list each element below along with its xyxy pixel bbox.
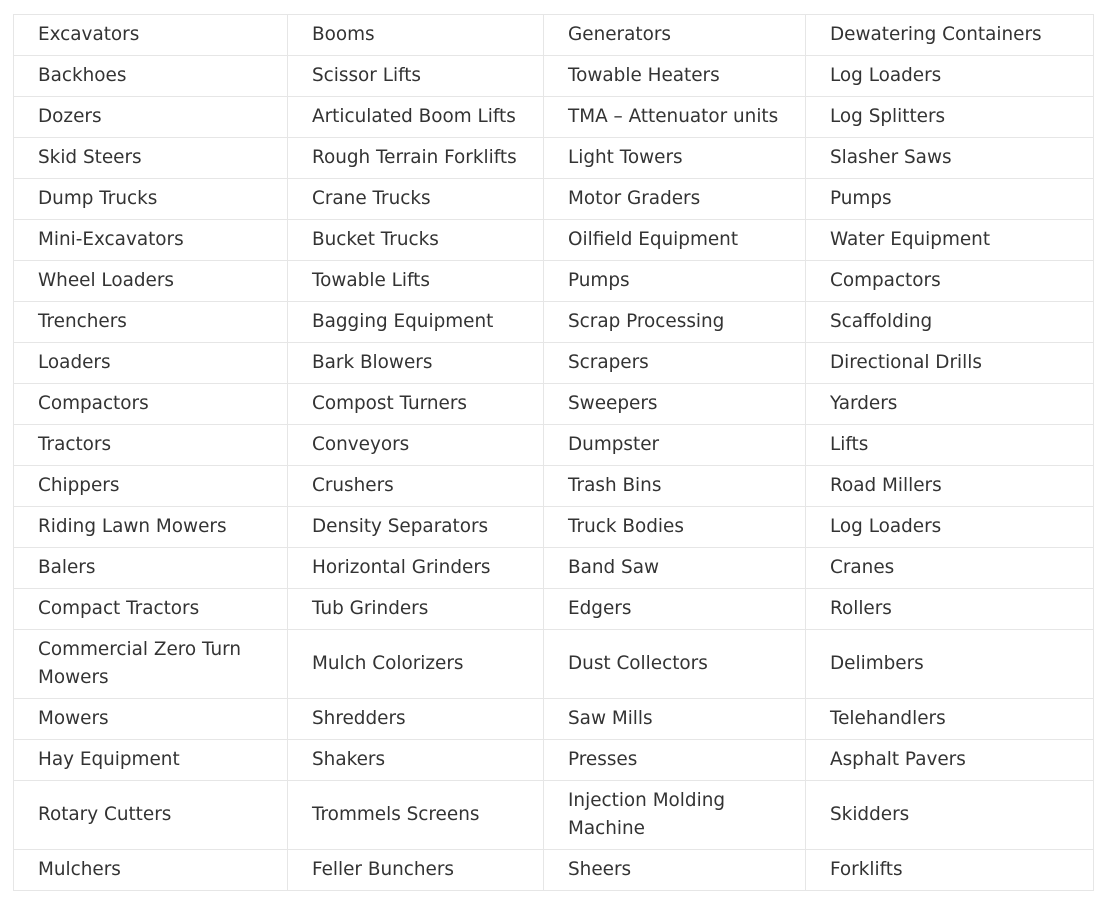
table-cell: Generators	[544, 15, 806, 56]
equipment-table-container	[13, 14, 1093, 891]
table-row	[14, 425, 1094, 466]
table-cell: Scissor Lifts	[288, 56, 544, 97]
table-cell: Pumps	[806, 179, 1094, 220]
table-row	[14, 220, 1094, 261]
table-row	[14, 97, 1094, 138]
table-cell: Pumps	[544, 261, 806, 302]
table-cell: Log Splitters	[806, 97, 1094, 138]
table-cell: Tub Grinders	[288, 589, 544, 630]
table-cell: Scaffolding	[806, 302, 1094, 343]
table-cell: Forklifts	[806, 850, 1094, 891]
table-cell: Lifts	[806, 425, 1094, 466]
table-cell: Truck Bodies	[544, 507, 806, 548]
table-row	[14, 56, 1094, 97]
table-row	[14, 589, 1094, 630]
table-row	[14, 15, 1094, 56]
table-cell: Motor Graders	[544, 179, 806, 220]
table-cell: Crane Trucks	[288, 179, 544, 220]
table-cell: Slasher Saws	[806, 138, 1094, 179]
table-cell: Dust Collectors	[544, 630, 806, 699]
table-cell: Crushers	[288, 466, 544, 507]
table-cell: Telehandlers	[806, 699, 1094, 740]
table-row	[14, 261, 1094, 302]
table-cell: Towable Lifts	[288, 261, 544, 302]
table-cell: Density Separators	[288, 507, 544, 548]
table-cell: Trommels Screens	[288, 781, 544, 850]
table-cell: Log Loaders	[806, 56, 1094, 97]
table-cell: Dewatering Containers	[806, 15, 1094, 56]
table-row	[14, 507, 1094, 548]
table-cell: Horizontal Grinders	[288, 548, 544, 589]
table-cell: Yarders	[806, 384, 1094, 425]
table-cell: Light Towers	[544, 138, 806, 179]
table-cell: Compactors	[14, 384, 288, 425]
table-cell: Scrap Processing	[544, 302, 806, 343]
table-row	[14, 138, 1094, 179]
table-cell: Bagging Equipment	[288, 302, 544, 343]
table-cell: Tractors	[14, 425, 288, 466]
table-cell: Chippers	[14, 466, 288, 507]
table-row	[14, 850, 1094, 891]
table-cell: Shakers	[288, 740, 544, 781]
table-cell: Mowers	[14, 699, 288, 740]
table-cell: Backhoes	[14, 56, 288, 97]
table-cell: Commercial Zero Turn Mowers	[14, 630, 288, 699]
table-cell: Water Equipment	[806, 220, 1094, 261]
table-cell: Booms	[288, 15, 544, 56]
table-cell: Riding Lawn Mowers	[14, 507, 288, 548]
table-row	[14, 179, 1094, 220]
table-cell: Conveyors	[288, 425, 544, 466]
table-row	[14, 384, 1094, 425]
table-cell: Trash Bins	[544, 466, 806, 507]
table-cell: Presses	[544, 740, 806, 781]
table-row	[14, 466, 1094, 507]
table-cell: Skidders	[806, 781, 1094, 850]
table-cell: Articulated Boom Lifts	[288, 97, 544, 138]
table-cell: Dump Trucks	[14, 179, 288, 220]
table-cell: Rotary Cutters	[14, 781, 288, 850]
table-cell: Delimbers	[806, 630, 1094, 699]
table-cell: Shredders	[288, 699, 544, 740]
table-cell: Directional Drills	[806, 343, 1094, 384]
table-cell: Injection Molding Machine	[544, 781, 806, 850]
table-cell: Compost Turners	[288, 384, 544, 425]
table-cell: Log Loaders	[806, 507, 1094, 548]
table-row	[14, 699, 1094, 740]
table-row	[14, 343, 1094, 384]
table-row	[14, 781, 1094, 850]
table-cell: Scrapers	[544, 343, 806, 384]
table-cell: Road Millers	[806, 466, 1094, 507]
table-cell: TMA – Attenuator units	[544, 97, 806, 138]
table-cell: Loaders	[14, 343, 288, 384]
table-cell: Sheers	[544, 850, 806, 891]
table-cell: Rough Terrain Forklifts	[288, 138, 544, 179]
table-cell: Bark Blowers	[288, 343, 544, 384]
table-cell: Band Saw	[544, 548, 806, 589]
equipment-table	[13, 14, 1094, 891]
table-cell: Rollers	[806, 589, 1094, 630]
table-row	[14, 302, 1094, 343]
table-cell: Mulchers	[14, 850, 288, 891]
table-cell: Saw Mills	[544, 699, 806, 740]
table-row	[14, 740, 1094, 781]
table-row	[14, 630, 1094, 699]
table-cell: Asphalt Pavers	[806, 740, 1094, 781]
table-cell: Trenchers	[14, 302, 288, 343]
table-cell: Excavators	[14, 15, 288, 56]
table-cell: Feller Bunchers	[288, 850, 544, 891]
table-cell: Dumpster	[544, 425, 806, 466]
equipment-table-body	[14, 15, 1094, 891]
table-cell: Cranes	[806, 548, 1094, 589]
table-cell: Hay Equipment	[14, 740, 288, 781]
table-cell: Dozers	[14, 97, 288, 138]
table-cell: Wheel Loaders	[14, 261, 288, 302]
table-cell: Compact Tractors	[14, 589, 288, 630]
table-cell: Mini-Excavators	[14, 220, 288, 261]
table-cell: Oilfield Equipment	[544, 220, 806, 261]
table-cell: Skid Steers	[14, 138, 288, 179]
table-row	[14, 548, 1094, 589]
table-cell: Edgers	[544, 589, 806, 630]
table-cell: Mulch Colorizers	[288, 630, 544, 699]
table-cell: Balers	[14, 548, 288, 589]
table-cell: Compactors	[806, 261, 1094, 302]
table-cell: Towable Heaters	[544, 56, 806, 97]
table-cell: Sweepers	[544, 384, 806, 425]
table-cell: Bucket Trucks	[288, 220, 544, 261]
